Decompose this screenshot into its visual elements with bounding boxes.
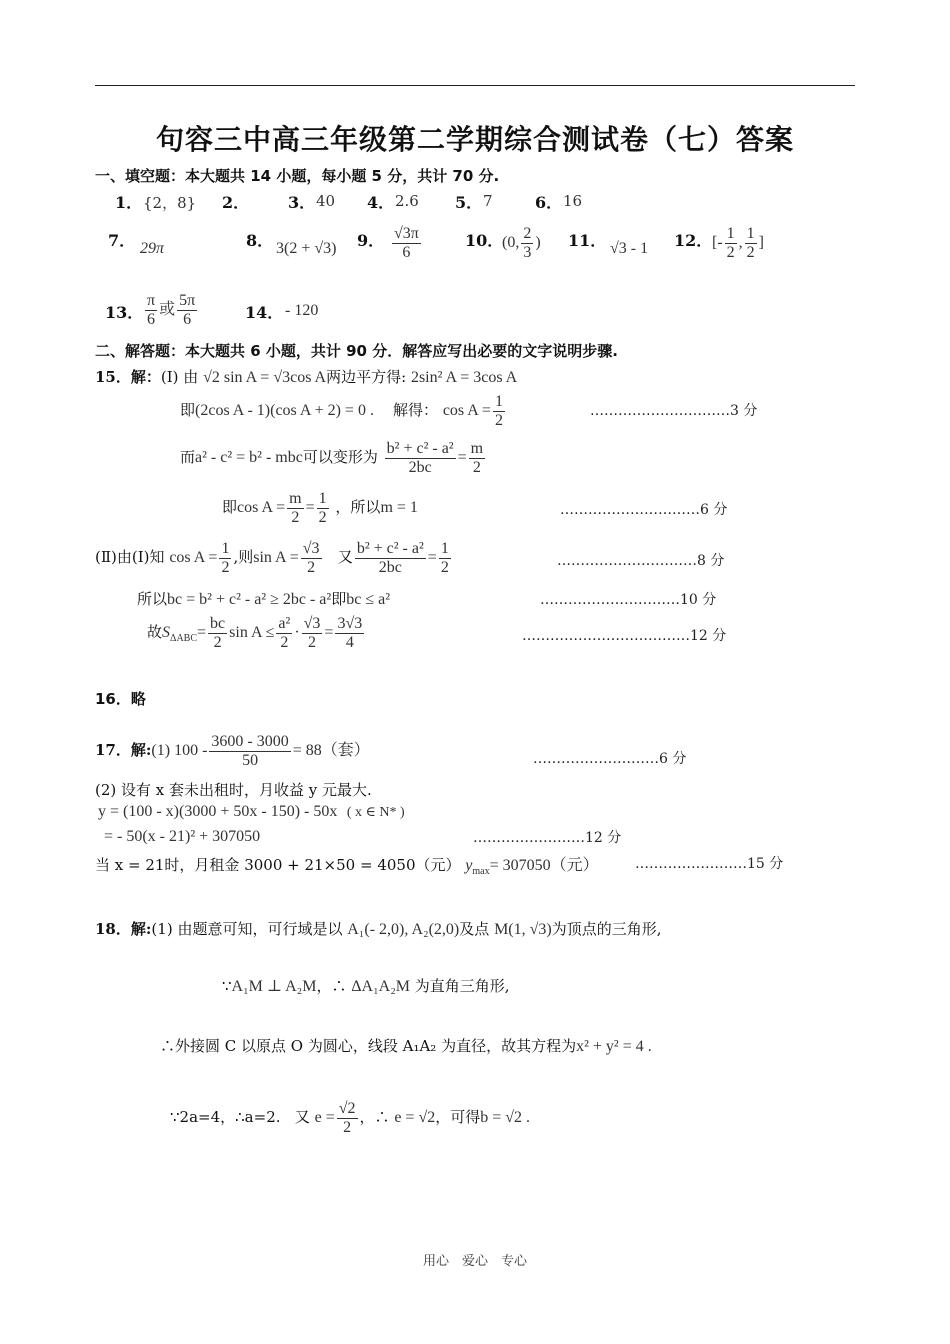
q15-line-6: 所以bc = b² + c² - a² ≥ 2bc - a²即bc ≤ a² [137, 590, 390, 608]
q17-line-5: 当 x = 21时，月租金 3000 + 21×50 = 4050（元） $y_{max}= 307050$（元） [95, 856, 599, 877]
q15-score-3: …………………………3 分 [590, 403, 758, 419]
answer-10-num: 10． [465, 231, 504, 250]
q15-line-5: (Ⅱ)由(Ⅰ)知 cos A = $\frac{1}{2}$ ,则sin A = $\frac{√3}{2}$ 又 $\frac{\text{b² + c² - a²}}{2bc}$ = $\frac{1}{2}$ [95, 540, 449, 576]
answer-7-num: 7． [108, 231, 136, 250]
answer-1: {2，8} [143, 194, 197, 212]
answer-5: 7 [483, 192, 493, 210]
q15-line-7: 故$S_{\Delta ABC}=$ $\frac{bc}{2}$ sin A ≤ $\frac{\text{a²}}{2}$ · $\frac{√3}{2}$ = $\frac{3√3}{4}$ [147, 615, 363, 651]
answer-4: 2.6 [395, 192, 419, 210]
answer-13: $\frac{\pi}{6}$ 或 $\frac{5\pi}{6}$ [147, 292, 196, 328]
q15-line-4: 即cos A = $\frac{m}{2}$ = $\frac{1}{2}$ ，所以m = 1 [222, 490, 418, 526]
q15-score-10: …………………………10 分 [540, 592, 717, 608]
q17-line-3: y = (100 - x)(3000 + 50x - 150) - 50x ( x ∈ N* ) [98, 803, 405, 820]
q17-line-4: = - 50(x - 21)² + 307050 [104, 828, 261, 845]
q17-score-6: ………………………6 分 [533, 751, 687, 767]
q18-line-2: ∵A₁M ⊥ A₂M，∴ ΔA₁A₂M 为直角三角形, [222, 977, 510, 995]
section-2-heading: 二、解答题：本大题共 6 小题，共计 90 分．解答应写出必要的文字说明步骤. [95, 342, 618, 360]
answer-12: [- $\frac{1}{2}$ , $\frac{1}{2}$ ] [712, 225, 764, 261]
q15-score-6: …………………………6 分 [560, 502, 728, 518]
top-rule [95, 85, 855, 86]
q15-score-12: ………………………………12 分 [522, 628, 727, 644]
answer-14-num: 14． [245, 303, 284, 322]
q17-line-2: (2) 设有 x 套未出租时，月收益 y 元最大. [95, 781, 372, 799]
answer-3-num: 3． [288, 193, 316, 212]
q15-line-3: 而a² - c² = b² - mbc可以变形为 $\frac{\text{b² + c² - a²}}{2bc}$ = $\frac{m}{2}$ [180, 440, 484, 476]
answer-8: 3(2 + √3) [276, 240, 337, 257]
answer-9: $\frac{√3\pi}{6}$ [394, 225, 419, 261]
q18-line-4: ∵2a=4，∴a=2. 又 e = $\frac{√2}{2}$ ，∴ e = √2，可得b = √2 . [170, 1100, 531, 1136]
answer-11-num: 11． [568, 231, 607, 250]
answer-6: 16 [563, 192, 583, 210]
q18-line-3: ∴外接圆 C 以原点 O 为圆心，线段 A₁A₂ 为直径，故其方程为x² + y² = 4 . [160, 1037, 652, 1055]
page-footer: 用心 爱心 专心 [422, 1254, 527, 1269]
q15-line-1: 15．解：(Ⅰ) 由 √2 sin A = √3cos A两边平方得: 2sin² A = 3cos A [95, 368, 518, 386]
answer-9-num: 9． [357, 231, 385, 250]
answer-5-num: 5． [455, 193, 483, 212]
answer-1-num: 1． [115, 193, 143, 212]
q17-score-12: ……………………12 分 [473, 830, 622, 846]
page-title: 句容三中高三年级第二学期综合测试卷（七）答案 [155, 123, 794, 156]
q17-line-1: 17．解:(1) 100 - $\frac{3600 - 3000}{50}$ = 88（套） [95, 733, 370, 769]
q17-score-15: ……………………15 分 [635, 856, 784, 872]
answer-4-num: 4． [367, 193, 395, 212]
answer-8-num: 8． [246, 231, 274, 250]
answer-14: - 120 [285, 302, 319, 319]
q15-line-2: 即(2cos A - 1)(cos A + 2) = 0 . 解得： cos A = $\frac{1}{2}$ [180, 393, 503, 429]
answer-6-num: 6． [535, 193, 563, 212]
q15-score-8: …………………………8 分 [557, 553, 725, 569]
answer-2-num: 2． [222, 193, 250, 212]
answer-10: (0, $\frac{2}{3}$ ) [502, 225, 541, 261]
answer-11: √3 - 1 [610, 240, 649, 257]
answer-7: 29π [140, 240, 165, 257]
answer-3: 40 [316, 192, 336, 210]
section-1-heading: 一、填空题：本大题共 14 小题，每小题 5 分，共计 70 分. [95, 167, 500, 185]
answer-12-num: 12． [674, 231, 713, 250]
q18-line-1: 18．解:(1) 由题意可知，可行域是以 A₁(- 2,0), A₂(2,0)及点 M(1, √3)为顶点的三角形, [95, 920, 662, 938]
q16: 16．略 [95, 690, 146, 708]
answer-13-num: 13． [105, 303, 144, 322]
